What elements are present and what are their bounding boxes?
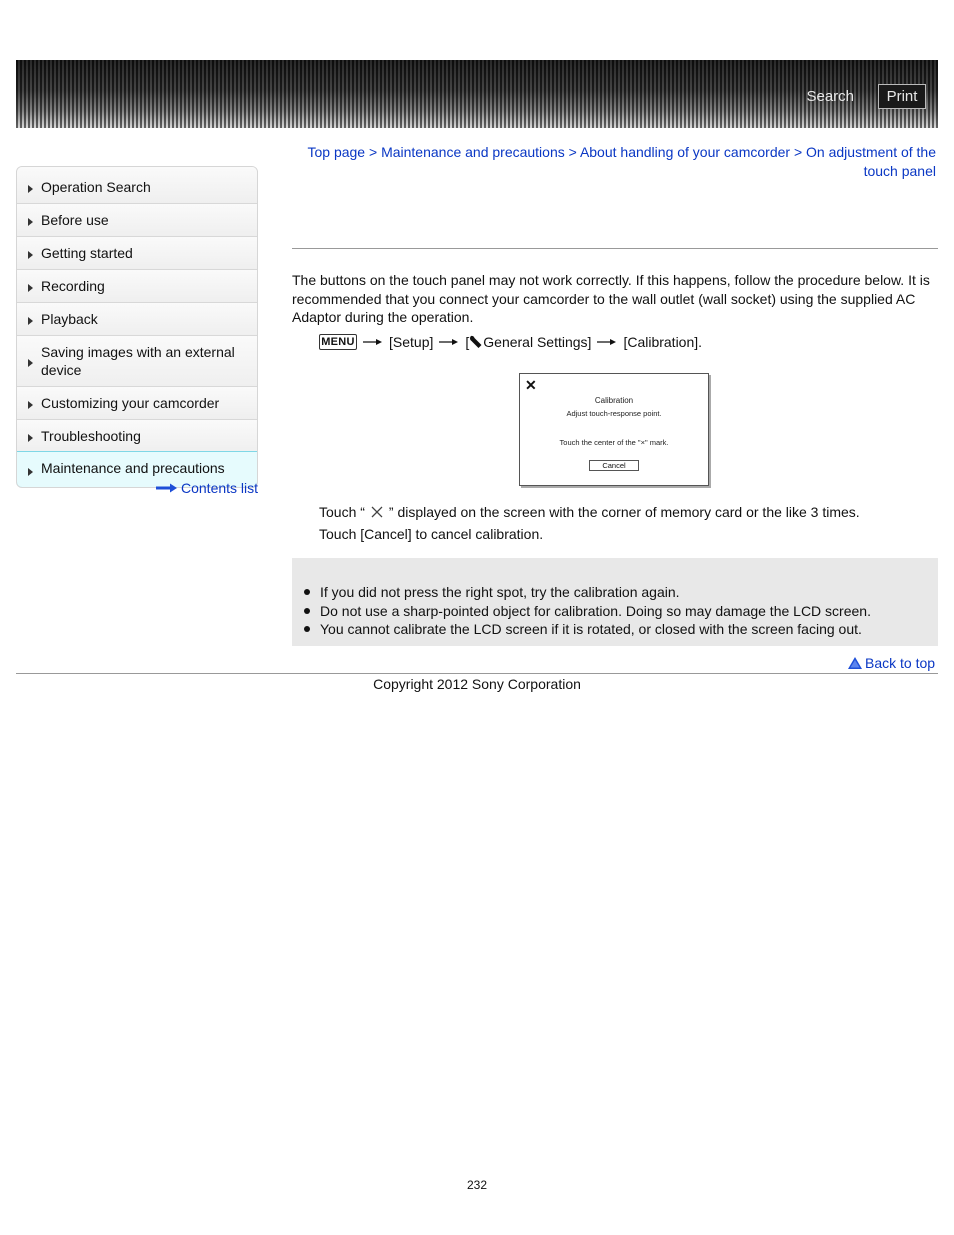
breadcrumb (300, 143, 936, 181)
sidebar-item-playback[interactable] (17, 302, 257, 335)
triangle-right-icon (28, 468, 33, 476)
breadcrumb-maintenance[interactable]: Maintenance and precautions (381, 144, 565, 160)
copyright-text: Copyright 2012 Sony Corporation (373, 676, 581, 692)
title-divider (292, 248, 938, 249)
close-icon: ✕ (525, 377, 537, 393)
step-calibration: [Calibration]. (623, 334, 703, 350)
breadcrumb-separator: > (564, 144, 580, 160)
bullet-icon (304, 608, 310, 614)
sidebar-nav (16, 166, 258, 488)
list-item: You cannot calibrate the LCD screen if it is rotated, or closed with the screen facing out. (292, 620, 871, 639)
sidebar-item-label: Maintenance and precautions (41, 460, 225, 476)
touch-instruction: Touch “ ” displayed on the screen with the corner of memory card or the like 3 times. (319, 504, 860, 520)
breadcrumb-about-handling[interactable]: About handling of your camcorder (579, 144, 791, 160)
sidebar-item-label: Saving images with an external device (41, 344, 235, 378)
print-button[interactable]: Print (878, 84, 926, 109)
step-setup: [Setup] (389, 334, 434, 350)
list-item: If you did not press the right spot, try the calibration again. (292, 583, 871, 602)
arrow-right-icon (156, 483, 178, 493)
sidebar-item-label: Troubleshooting (41, 428, 141, 444)
breadcrumb-separator: > (365, 144, 382, 160)
sidebar-item-label: Playback (41, 311, 98, 327)
intro-text: The buttons on the touch panel may not work correctly. If this happens, follow the procedure below. It is recommended that you connect your camcorder to the wall outlet (wall socket) using the supplied AC Adaptor during the operation. (292, 272, 930, 325)
cancel-instruction: Touch [Cancel] to cancel calibration. (319, 526, 544, 542)
back-to-top-label: Back to top (865, 655, 936, 671)
footer-divider (16, 673, 938, 674)
breadcrumb-current-page[interactable]: On adjustment of the touch panel (806, 144, 936, 179)
menu-button-icon: MENU (319, 334, 357, 350)
sidebar-item-saving-images[interactable] (17, 335, 257, 386)
triangle-right-icon (28, 284, 33, 292)
triangle-right-icon (28, 317, 33, 325)
triangle-right-icon (28, 185, 33, 193)
back-to-top-link[interactable] (848, 655, 935, 671)
triangle-right-icon (28, 359, 33, 367)
triangle-right-icon (28, 401, 33, 409)
sidebar-item-label: Before use (41, 212, 109, 228)
x-mark-icon (370, 505, 384, 519)
step-general-settings: [ General Settings] (465, 334, 592, 350)
arrow-right-icon (363, 337, 383, 347)
sidebar-item-label: Recording (41, 278, 105, 294)
triangle-right-icon (28, 434, 33, 442)
procedure-step (319, 334, 702, 350)
calibration-instruction: Touch the center of the "×" mark. (559, 438, 669, 447)
bullet-icon (304, 589, 310, 595)
calibration-cancel-button: Cancel (589, 460, 639, 471)
header-bar (16, 60, 938, 128)
calibration-subtitle: Adjust touch-response point. (566, 409, 662, 418)
breadcrumb-separator: > (790, 144, 807, 160)
sidebar-item-getting-started[interactable] (17, 236, 257, 269)
wrench-icon (469, 335, 483, 349)
sidebar-item-before-use[interactable] (17, 203, 257, 236)
calibration-title: Calibration (594, 396, 634, 405)
contents-list-label: Contents list (181, 480, 259, 496)
triangle-right-icon (28, 251, 33, 259)
breadcrumb-top-page[interactable]: Top page (307, 144, 366, 160)
sidebar-item-customizing[interactable] (17, 386, 257, 419)
calibration-screen-illustration (519, 373, 709, 486)
triangle-up-icon (848, 657, 862, 669)
sidebar-item-label: Getting started (41, 245, 133, 261)
triangle-right-icon (28, 218, 33, 226)
notes-box (292, 558, 938, 646)
sidebar-item-operation-search[interactable] (17, 167, 257, 203)
sidebar-item-recording[interactable] (17, 269, 257, 302)
bullet-icon (304, 626, 310, 632)
sidebar-item-label: Operation Search (41, 179, 151, 195)
page-number: 232 (466, 1178, 488, 1192)
list-item: Do not use a sharp-pointed object for calibration. Doing so may damage the LCD screen. (292, 602, 871, 621)
search-link[interactable]: Search (806, 88, 854, 105)
notes-list (292, 583, 871, 639)
contents-list-link[interactable] (156, 480, 258, 496)
sidebar-item-troubleshooting[interactable] (17, 419, 257, 452)
sidebar-item-label: Customizing your camcorder (41, 395, 220, 411)
arrow-right-icon (439, 337, 459, 347)
arrow-right-icon (597, 337, 617, 347)
